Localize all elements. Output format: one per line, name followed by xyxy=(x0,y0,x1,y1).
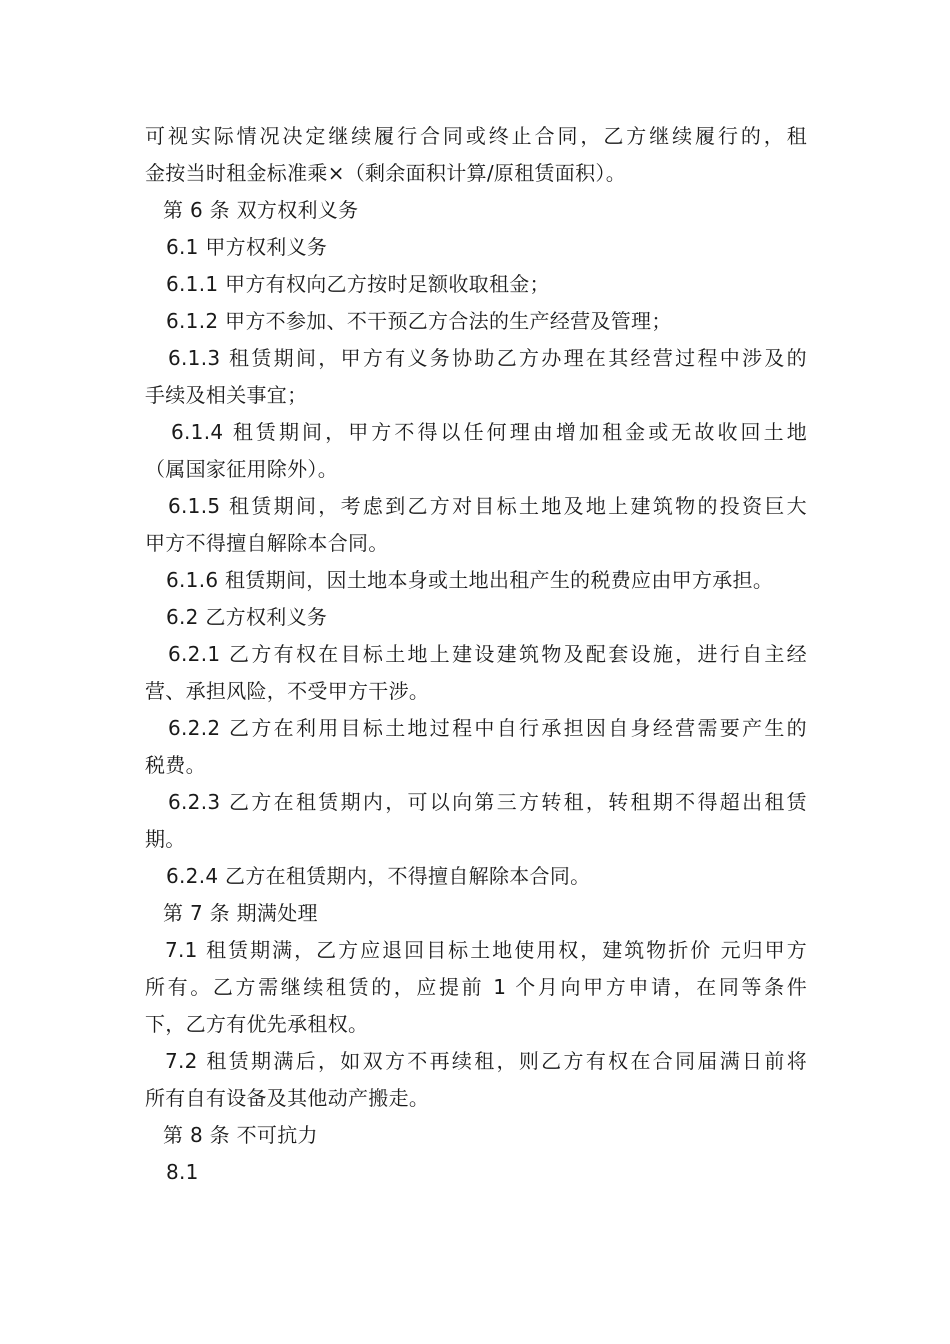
paragraph-line: 可视实际情况决定继续履行合同或终止合同，乙方继续履行的，租 xyxy=(145,124,807,148)
clause-line: 6.1.2 甲方不参加、不干预乙方合法的生产经营及管理； xyxy=(166,309,672,333)
clause-line: 7.1 租赁期满，乙方应退回目标土地使用权，建筑物折价 元归甲方 xyxy=(165,938,807,962)
clause-line: 6.2.1 乙方有权在目标土地上建设建筑物及配套设施，进行自主经 xyxy=(168,642,807,666)
clause-line: 6.2.2 乙方在利用目标土地过程中自行承担因自身经营需要产生的 xyxy=(168,716,807,740)
clause-line: 6.1.4 租赁期间，甲方不得以任何理由增加租金或无故收回土地 xyxy=(171,420,807,444)
clause-line: 6.1.5 租赁期间，考虑到乙方对目标土地及地上建筑物的投资巨大 xyxy=(168,494,807,518)
section-heading: 第 6 条 双方权利义务 xyxy=(163,198,359,222)
section-heading: 第 7 条 期满处理 xyxy=(163,901,318,925)
paragraph-line: 手续及相关事宜； xyxy=(145,383,308,407)
document-body xyxy=(145,118,807,1191)
clause-line: 6.2.4 乙方在租赁期内，不得擅自解除本合同。 xyxy=(166,864,591,888)
paragraph-line: 甲方不得擅自解除本合同。 xyxy=(145,531,389,555)
paragraph-line: 营、承担风险，不受甲方干涉。 xyxy=(145,679,430,703)
paragraph-line: （属国家征用除外）。 xyxy=(145,457,338,481)
section-heading: 第 8 条 不可抗力 xyxy=(163,1123,318,1147)
paragraph-line: 税费。 xyxy=(145,753,206,777)
clause-line: 6.1.3 租赁期间，甲方有义务协助乙方办理在其经营过程中涉及的 xyxy=(168,346,807,370)
subsection-heading: 6.2 乙方权利义务 xyxy=(166,605,328,629)
paragraph-line: 金按当时租金标准乘×（剩余面积计算/原租赁面积）。 xyxy=(145,161,626,185)
clause-line: 6.1.6 租赁期间，因土地本身或土地出租产生的税费应由甲方承担。 xyxy=(166,568,774,592)
paragraph-line: 下，乙方有优先承租权。 xyxy=(145,1012,369,1036)
paragraph-line: 期。 xyxy=(145,827,186,851)
clause-line: 7.2 租赁期满后，如双方不再续租，则乙方有权在合同届满日前将 xyxy=(165,1049,807,1073)
paragraph-line: 所有。乙方需继续租赁的，应提前 1 个月向甲方申请，在同等条件 xyxy=(145,975,807,999)
subsection-heading: 6.1 甲方权利义务 xyxy=(166,235,328,259)
clause-line: 6.1.1 甲方有权向乙方按时足额收取租金； xyxy=(166,272,550,296)
clause-line: 6.2.3 乙方在租赁期内，可以向第三方转租，转租期不得超出租赁 xyxy=(168,790,807,814)
clause-line: 8.1 xyxy=(166,1160,199,1184)
paragraph-line: 所有自有设备及其他动产搬走。 xyxy=(145,1086,430,1110)
